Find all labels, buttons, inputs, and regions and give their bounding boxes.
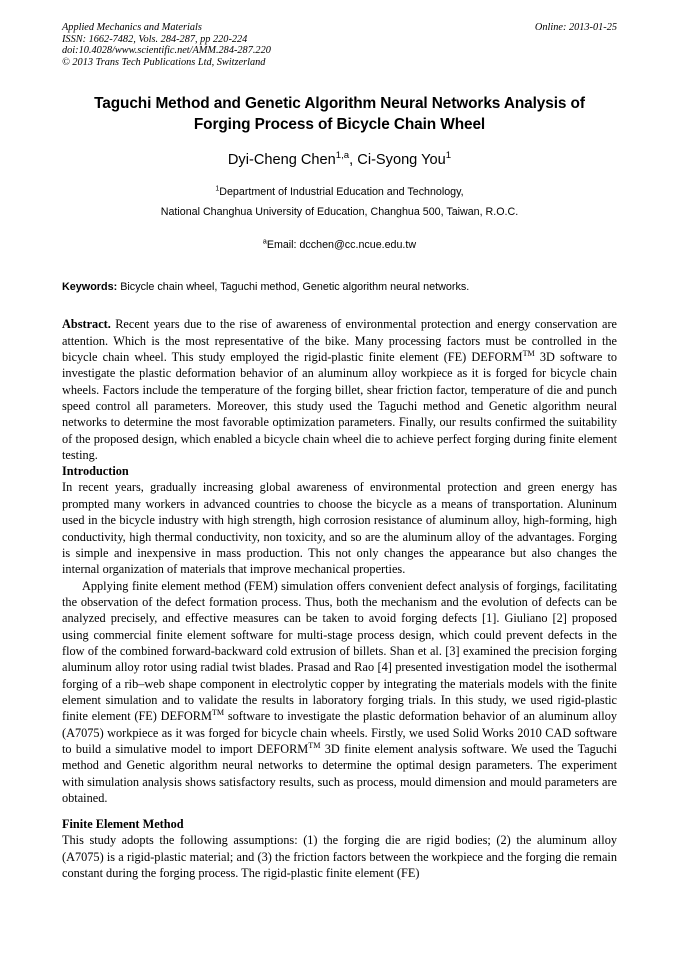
deform-trademark-superscript-3: TM [308,740,321,750]
title-block [62,93,617,252]
masthead-top-row [62,22,617,34]
introduction-paragraph-1: In recent years, gradually increasing global awareness of environmental protection and green energy has prompted many workers in advanced countries to choose the bicycle as a means of transportation. Aluninum used in the bicycle industry with high strength, high corrosion resistance of aluminum alloy, high-forming, high conductivity, high thermal conductivity, non toxicity, and so are the aluminum alloy of the advantages. Forging is simple and inexpensive in mass production. This not only changes the appearance but also changes the internal organization of materials that improve mechanical properties. [62,480,617,577]
paper-title-line-2: Forging Process of Bicycle Chain Wheel [193,116,486,134]
abstract-label: Abstract. [62,317,111,332]
online-publication-date: Online: 2013-01-25 [534,22,617,33]
journal-name: Applied Mechanics and Materials [62,22,202,33]
author-list [62,151,617,169]
masthead [62,22,617,68]
page-title [76,93,603,135]
deform-trademark-superscript: TM [522,348,535,358]
keywords-label: Keywords: [62,281,118,294]
affiliation-line-2: National Changhua University of Education, Changhua 500, Taiwan, R.O.C. [160,205,519,218]
section-heading-introduction: Introduction [62,464,129,479]
author-name-2: Ci-Syong You [357,152,446,169]
abstract-section [62,316,617,463]
affiliation-line-1: Department of Industrial Education and Technology, [219,186,464,199]
issn-volume-pages: ISSN: 1662-7482, Vols. 284-287, pp 220-224 [62,33,248,45]
keywords-value: Bicycle chain wheel, Taguchi method, Genetic algorithm neural networks. [120,281,470,294]
affiliation-block [62,183,617,222]
abstract-text-part-2: 3D software to investigate the plastic deformation behavior of an aluminum alloy workpiece as it is forged for bicycle chain wheels. Factors include the temperature of the forging billet, shear friction factor, temperature of die and punch speed control all parameters. Moreover, this study used the Taguchi method and Genetic algorithm neural networks to determine the most favorable optimization parameters. Finally, our results confirmed the suitability of the proposed design, which enabled a bicycle chain wheel die to achieve perfect forging during finite element testing. [62,350,618,463]
abstract-paragraph [62,316,617,463]
corresponding-email [62,238,617,252]
affiliation-marker: 1 [215,185,220,193]
copyright-line: © 2013 Trans Tech Publications Ltd, Switzerland [62,56,266,68]
introduction-p2-part-3: 3D finite element analysis software. We used the Taguchi method and Genetic algorithm neural networks to determine the optimal design parameters. The experiment with simulation analysis shows satisfactory results, such as process, mould dimension and mould parameters are obtained. [62,741,617,805]
introduction-p2-part-1: Applying finite element method (FEM) simulation offers convenient defect analysis of forgings, facilitating the observation of the defect formation process. Thus, both the mechanism and the evolution of defects can be analyzed precisely, and effective measures can be taken to avoid forging defects [1]. Giuliano [2] proposed using commercial finite element software for multi-stage process design, which could prevent defects in the flow of the combined forward-backward cold extrusion of billets. Shan et al. [3] examined the precision forging aluminum alloy rotor using radial twist blades. Prasad and Rao [4] presented investigation model the isothermal forging of a rib–web shape component in electrolytic copper by integrating the materials models with the finite element simulation and to validate the results in laboratory forging trials. In this study, we used rigid-plastic finite element (FE) DEFORM [62,578,617,724]
email-marker: a [262,238,267,246]
doi-line: doi:10.4028/www.scientific.net/AMM.284-287.220 [62,45,271,57]
abstract-text-part-1: Recent years due to the rise of awareness of environmental protection and energy conservation are attention. Which is the most representative of the bike. Many processing factors must be controlled in the bicycle chain wheel. This study employed the rigid-plastic finite element (FE) DEFORM [62,317,617,365]
finite-element-method-paragraph-1: This study adopts the following assumptions: (1) the forging die are rigid bodies; (2) the aluminum alloy (A7075) is a rigid-plastic material; and (3) the friction factors between the workpiece and the forging die remain constant during the forging process. The rigid-plastic finite element (FE) [62,833,617,881]
introduction-paragraph-2 [62,578,617,807]
author-1-affiliation-marker: 1,a [335,150,350,162]
author-2-affiliation-marker: 1 [445,150,452,162]
introduction-p2-part-2: software to investigate the plastic deformation behavior of an aluminum alloy (A7075) workpiece as it was forged for bicycle chain wheels. Firstly, we used Solid Works 2010 CAD software to build a simulative model to import DEFORM [62,709,617,756]
author-name-1: Dyi-Cheng Chen [227,152,336,169]
deform-trademark-superscript-2: TM [211,708,225,718]
email-text: Email: dcchen@cc.ncue.edu.tw [266,239,417,252]
paper-title-line-1: Taguchi Method and Genetic Algorithm Neural Networks Analysis of [94,95,585,113]
author-separator: , [349,152,358,169]
section-heading-finite-element-method: Finite Element Method [62,817,184,832]
keywords-line [62,280,617,294]
